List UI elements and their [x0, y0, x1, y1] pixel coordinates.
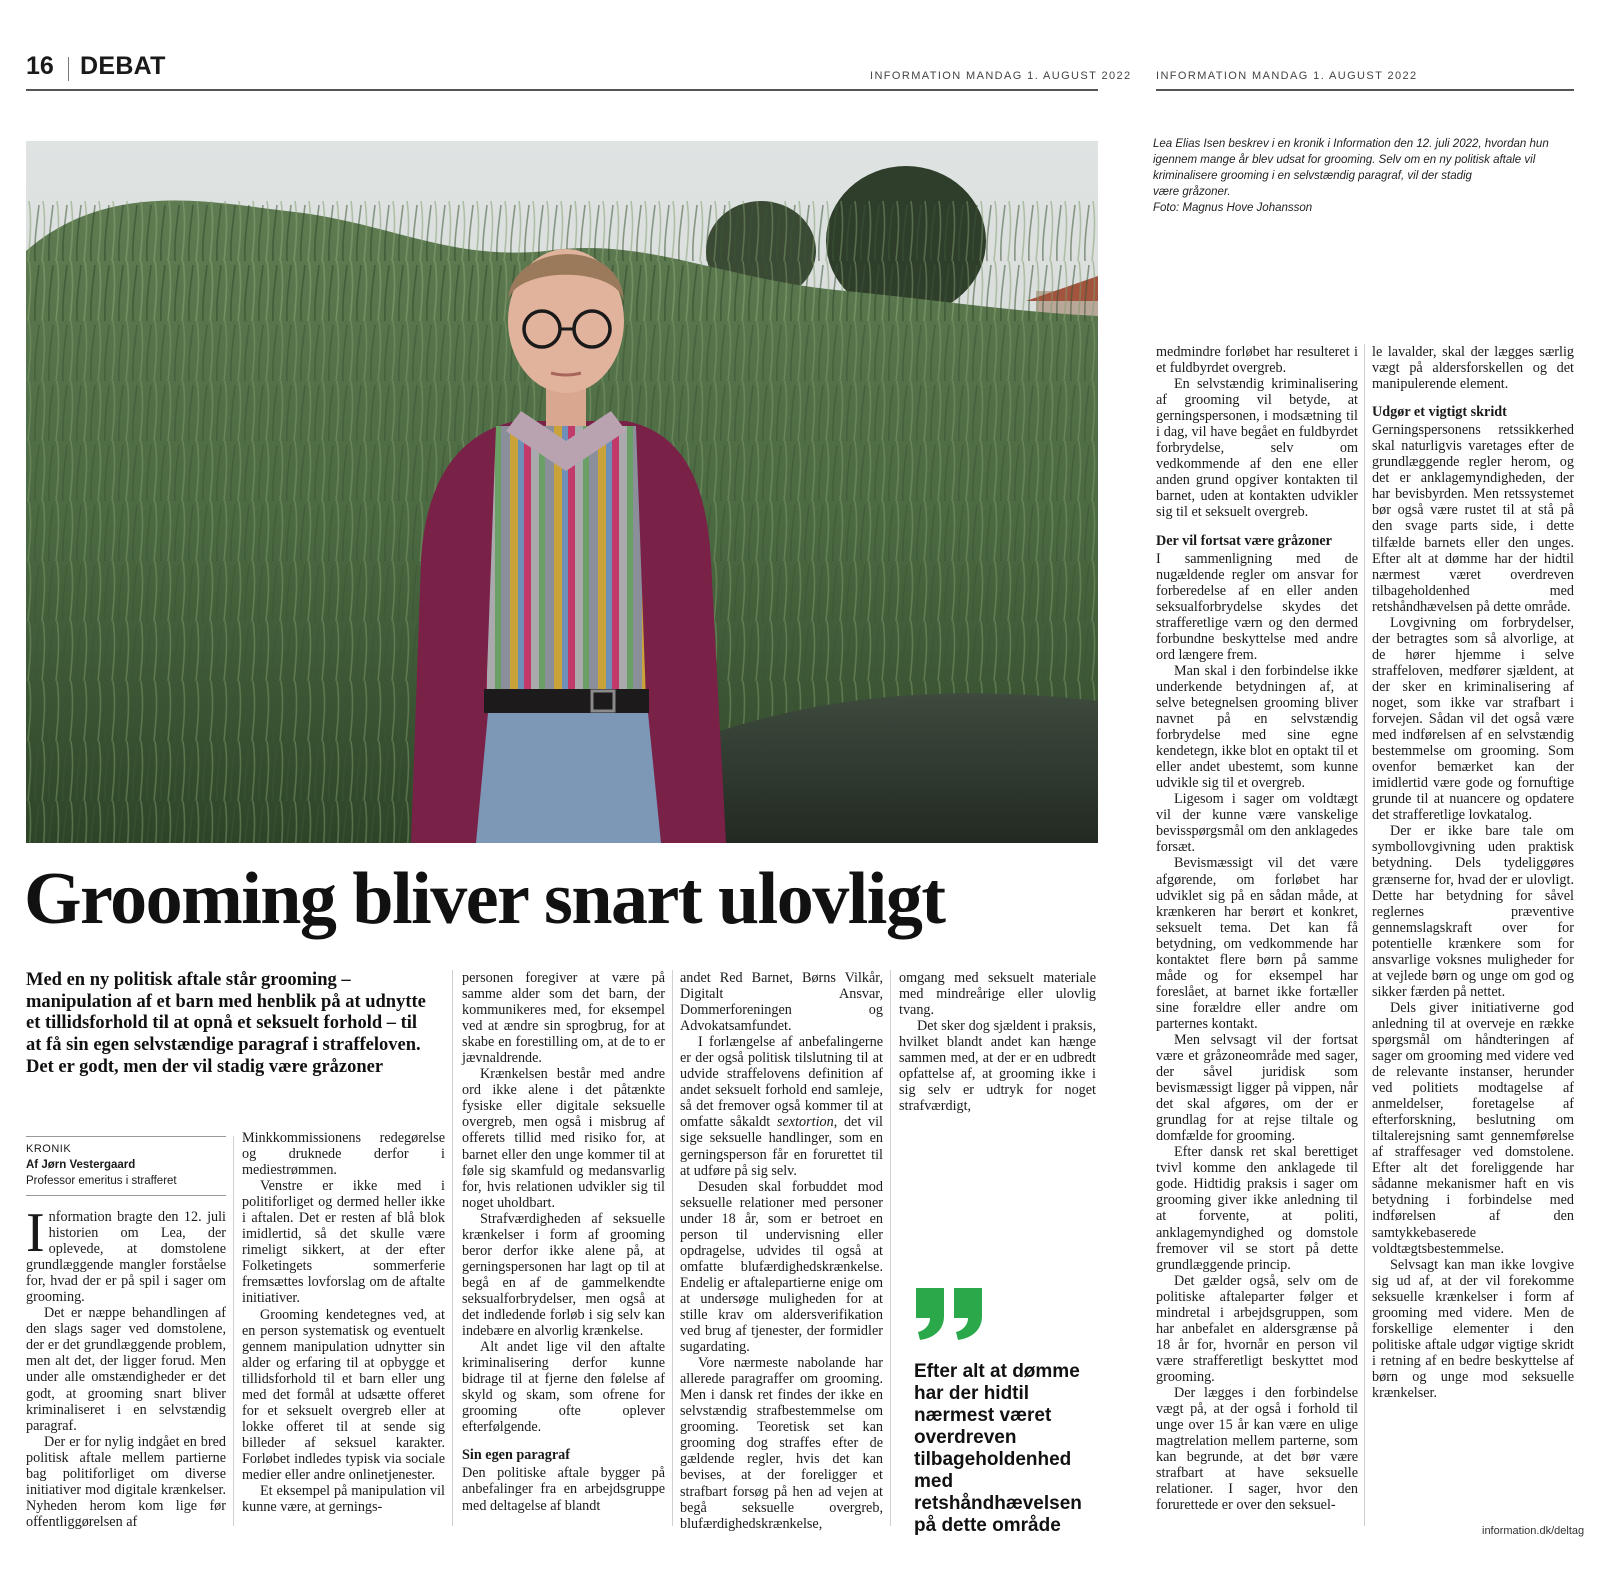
column-divider: [890, 970, 891, 1526]
kicker-label: KRONIK: [26, 1143, 72, 1155]
section-label: DEBAT: [80, 52, 166, 80]
quote-mark-icon: [914, 1288, 986, 1345]
body-paragraph: Der er for nylig indgået en bred politisk aftale mellem partierne bag politiforliget om diverse initiativer mod digitale krænkelser. Nyheden herom kom lige før offentliggørelsen af: [26, 1433, 226, 1530]
author-role: Professor emeritus i strafferet: [26, 1175, 177, 1187]
body-column-2: [242, 1130, 445, 1515]
drop-cap: I: [26, 1202, 45, 1264]
body-paragraph: personen foregiver at være på samme alder som det barn, der kommunikeres med, for eksempel ved at ændre sin sprogbrug, for at skabe en forestilling om, at de to er jævnaldrende.: [462, 970, 665, 1067]
body-paragraph: Selvsagt kan man ikke lovgive sig ud af, at der vil forekomme seksuelle krænkelser i form af grooming med videre. Men de forskellige elementer i den politiske aftale udgør vigtige skridt i retning af en bedre beskyttelse af børn og unge mod seksuelle krænkelser.: [1372, 1256, 1574, 1401]
body-paragraph: Venstre er ikke med i politiforliget og dermed heller ikke i aftalen. Det er resten af blå blok imidlertid, så det skulle være rimeligt sikkert, at der efter Folketingets sommerferie fremsættes lovforslag om de aftalte initiativer.: [242, 1178, 445, 1307]
body-column-4: [680, 970, 883, 1532]
body-paragraph: Lovgivning om forbrydelser, der betragtes som så alvorlige, at de hører hjemme i selve straffeloven, medfører sjældent, at der sker en kriminalisering af noget, som ikke var strafbart i forvejen. Sådan vil det også være med indførelsen af en selvstændig bestemmelse om grooming. Som ovenfor bemærket kan der imidlertid være gode og fornuftige grunde til at nuancere og opdatere det strafferetlige lovkatalog.: [1372, 614, 1574, 824]
body-paragraph: Et eksempel på manipulation vil kunne være, at gernings-: [242, 1483, 445, 1516]
body-column-3: [462, 970, 665, 1514]
body-paragraph: Men selvsagt vil der fortsat være et gråzoneområde med sager, der såvel juridisk som bevismæssigt ligger på vippen, når det skal afgøres, om der er grundlag for at rejse tiltale og domfælde for grooming.: [1156, 1031, 1358, 1145]
column-divider: [233, 1136, 234, 1526]
caption-line: Lea Elias Isen beskrev i en kronik i Information den 12. juli 2022, hvordan hun: [1153, 138, 1549, 150]
subheading: Sin egen paragraf: [462, 1447, 570, 1464]
lead-paragraph: Med en ny politisk aftale står grooming – manipulation af et barn med henblik på at udnytte et tillidsforhold til at opnå et seksuelt forhold – til at få sin egen selvstændige paragraf i straffeloven. Det er godt, men der vil stadig være gråzoner: [26, 970, 426, 1077]
article-photo: [26, 141, 1098, 843]
byline-rule-bottom: [26, 1195, 226, 1196]
body-paragraph: Gerningspersonens retssikkerhed skal naturligvis varetages efter de grundlæggende regler herom, og det er anklagemyndigheden, der har bevisbyrden. Men retssystemet bør også være rustet til at stå på den svage parts side, i dette tilfælde barnets eller den unges. Efter alt at dømme har der hidtil nærmest været overdreven tilbageholdenhed med retshåndhævelsen på dette område.: [1372, 422, 1574, 615]
body-paragraph: omgang med seksuelt materiale med mindreårige eller ulovlig tvang.: [899, 970, 1096, 1019]
headline: Grooming bliver snart ulovligt: [24, 858, 945, 940]
body-paragraph: Alt andet lige vil den aftalte kriminalisering derfor kunne bidrage til at fjerne den følelse af skyld og skam, som ofrene for grooming ofte oplever efterfølgende.: [462, 1339, 665, 1436]
body-text: nformation bragte den 12. juli historien om Lea, der oplevede, at domstolene grundlæggende mangler forståelse for, hvad der er på spil i sager om grooming.: [26, 1209, 226, 1306]
body-paragraph: medmindre forløbet har resulteret i et fuldbyrdet overgreb.: [1156, 344, 1358, 377]
body-paragraph: En selvstændig kriminalisering af grooming vil betyde, at gerningspersonen, i modsætning til i dag, vil have begået en fuldbyrdet forbrydelse, selv om vedkommende af den ene eller anden grund opgiver kontakten til barnet, uden at kontakten udvikler sig til et seksuelt overgreb.: [1156, 376, 1358, 521]
caption-line: være gråzoner.: [1153, 186, 1231, 198]
body-column-1: [26, 1202, 226, 1530]
body-paragraph: Det er næppe behandlingen af den slags sager ved domstolene, der er det grundlæggende problem, men alt det, der ligger forud. Men under alle omstændigheder er det godt, at grooming snart bliver kriminaliseret i en selvstændig paragraf.: [26, 1305, 226, 1434]
body-paragraph: Dels giver initiativerne god anledning til at overveje en række spørgsmål om håndteringen af sager om grooming med videre ved de relevante instanser, herunder ved politiets modtagelse af anmeldelser, foretagelse af efterforskning, beslutning om tiltalerejsning samt gennemførelse af straffesager ved domstolene. Efter alt det foreliggende har sådanne mekanismer haft en vis betydning i forbindelse med indførelsen af den samtykkebaserede voldtægtsbestemmelse.: [1372, 999, 1574, 1257]
body-paragraph: Krænkelsen består med andre ord ikke alene i det påtænkte fysiske eller digitale seksuelle overgreb, men også i misbrug af offerets tillid med risiko for, at barnet eller den unge kommer til at føle sig skamfuld og medansvarlig for, hvis relationen udvikler sig til noget uholdbart.: [462, 1066, 665, 1211]
photo-caption: [1153, 136, 1573, 216]
body-paragraph: Desuden skal forbuddet mod seksuelle relationer med personer under 18 år, som er betroet en person til undervisning eller opdragelse, udvides til også at omfatte blufærdighedskrænkelse. Endelig er aftalepartierne enige om at undersøge muligheden for at stille krav om aldersverifikation ved brug af tjenester, der formidler sugardating.: [680, 1178, 883, 1356]
body-paragraph: Man skal i den forbindelse ikke underkende betydningen af, at selve betegnelsen grooming bliver navnet på en selvstændig forbrydelse med sine egne kendetegn, ikke blot en optakt til et eller andet ubestemt, som kunne udvikle sig til et overgreb.: [1156, 662, 1358, 792]
pull-quote: Efter alt at dømme har der hidtil nærmest været overdreven tilbageholdenhed med retshåndhævelsen på dette område: [914, 1361, 1082, 1536]
column-divider: [452, 970, 453, 1526]
body-paragraph: Der er ikke bare tale om symbollovgivning uden praktisk betydning. Dels tydeliggøres grænserne for, hvad der er ulovligt. Dette har betydning for såvel reglernes præventive gennemslagskraft over for potentielle krænkere som for ansvarlige voksnes muligheder for at vejlede børn og unge om god og sikker færden på nettet.: [1372, 823, 1574, 1000]
byline-rule-top: [26, 1136, 226, 1137]
subheading: Udgør et vigtigt skridt: [1372, 404, 1507, 421]
photo-credit: Foto: Magnus Hove Johansson: [1153, 202, 1313, 214]
dateline-left: INFORMATION MANDAG 1. AUGUST 2022: [870, 70, 1132, 82]
body-paragraph: I sammenligning med de nugældende regler om ansvar for forberedelse af en eller anden seksualforbrydelse skydes det strafferetlige værn og den dermed forbundne beskyttelse med andre ord længere frem.: [1156, 550, 1358, 663]
author-name: Af Jørn Vestergaard: [26, 1159, 136, 1171]
body-column-6: [1156, 344, 1358, 1513]
header-rule-right: [1156, 89, 1574, 91]
body-paragraph: Bevismæssigt vil det være afgørende, om forløbet har udviklet sig på en sådan måde, at krænkeren har berørt et konkret, seksuelt tema. Det kan få betydning, om vedkommende har kontaktet flere børn på samme måde og for eksempel har foreslået, at barnet ikke fortæller sine forældre eller andre om parternes kontakt.: [1156, 855, 1358, 1032]
subheading: Der vil fortsat være gråzoner: [1156, 532, 1332, 549]
caption-line: kriminalisere grooming i en selvstændig paragraf, vil der stadig: [1153, 170, 1472, 182]
body-paragraph: Ligesom i sager om voldtægt vil der kunne være vanskelige bevisspørgsmål om den anklagedes forsæt.: [1156, 791, 1358, 856]
body-paragraph: andet Red Barnet, Børns Vilkår, Digitalt Ansvar, Dommerforeningen og Advokatsamfundet.: [680, 970, 883, 1035]
body-paragraph: Efter dansk ret skal berettiget tvivl komme den anklagede til gode. Hidtidig praksis i sager om grooming giver ikke anledning til at forvente, at politi, anklagemyndighed og domstole fremover vil se stort på dette grundlæggende princip.: [1156, 1144, 1358, 1273]
page-number: 16: [26, 52, 54, 80]
emphasized-term: sextortion: [776, 1114, 834, 1131]
body-paragraph: Minkkommissionens redegørelse og druknede derfor i mediestrømmen.: [242, 1130, 445, 1179]
body-text: , det vil sige seksuelle handlinger, som en gerningsperson får en forurettet til at udføre på sig selv.: [680, 1114, 883, 1179]
dateline-right: INFORMATION MANDAG 1. AUGUST 2022: [1156, 70, 1418, 82]
body-paragraph: Strafværdigheden af seksuelle krænkelser i form af grooming beror derfor ikke alene på, at gerningspersonen har lagt op til at begå en af de gammelkendte seksualforbrydelser, men også at det indledende forløb i sig selv kan indebære en alvorlig krænkelse.: [462, 1210, 665, 1340]
body-text: I forlængelse af anbefalingerne er der også politisk tilslutning til at udvide straffelovens definition af andet seksuelt forhold end samleje, så det fremover også kommer til at omfatte såkaldt: [680, 1034, 883, 1131]
body-paragraph: Det gælder også, selv om de politiske aftaleparter følger et mindretal i arbejdsgruppen, som har anbefalet en aldersgrænse på 18 år for, hvornår en person vil være strafferetligt beskyttet mod grooming.: [1156, 1272, 1358, 1385]
column-divider: [672, 970, 673, 1526]
footer-link[interactable]: information.dk/deltag: [1482, 1525, 1585, 1537]
header-separator: [68, 57, 69, 81]
body-paragraph: Der lægges i den forbindelse vægt på, at der også i forhold til unge over 15 år kan være en ulige magtrelation mellem parterne, som kan begrunde, at det bør være strafbart at have seksuelle relationer. I sager, hvor den forurettede er over den seksuel-: [1156, 1385, 1358, 1514]
body-paragraph: [680, 1034, 883, 1178]
body-paragraph: Grooming kendetegnes ved, at en person systematisk og eventuelt gennem manipulation udnytter sin alder og erfaring til at opbygge et tillidsforhold til et barn eller ung med det formål at udsætte offeret for et seksuelt overgreb eller at lokke offeret til at sende sig billeder af seksuel karakter. Forløbet indledes typisk via sociale medier eller andre onlinetjenester.: [242, 1306, 445, 1483]
body-column-7: [1372, 344, 1574, 1401]
caption-line: igennem mange år blev udsat for grooming. Selv om en ny politisk aftale vil: [1153, 154, 1536, 166]
body-paragraph: Den politiske aftale bygger på anbefalinger fra en arbejdsgruppe med deltagelse af blandt: [462, 1465, 665, 1514]
column-divider: [1364, 344, 1365, 1526]
header-rule-left: [26, 89, 1098, 91]
body-paragraph: Det sker dog sjældent i praksis, hvilket blandt andet kan hænge sammen med, at der er en udbredt opfattelse af, at grooming ikke i sig selv er udtryk for noget strafværdigt,: [899, 1018, 1096, 1115]
body-paragraph: le lavalder, skal der lægges særlig vægt på aldersforskellen og det manipulerende element.: [1372, 344, 1574, 393]
body-paragraph: Vore nærmeste nabolande har allerede paragraffer om grooming. Men i dansk ret findes der ikke en selvstændig strafbestemmelse om grooming. Teoretisk set kan grooming dog straffes efter de gældende regler, hvis det kan bevises, at der foreligger et strafbart forsøg på hen ad vejen at begå seksuelle overgreb, blufærdighedskrænkelse,: [680, 1355, 883, 1532]
body-column-5: [899, 970, 1096, 1114]
